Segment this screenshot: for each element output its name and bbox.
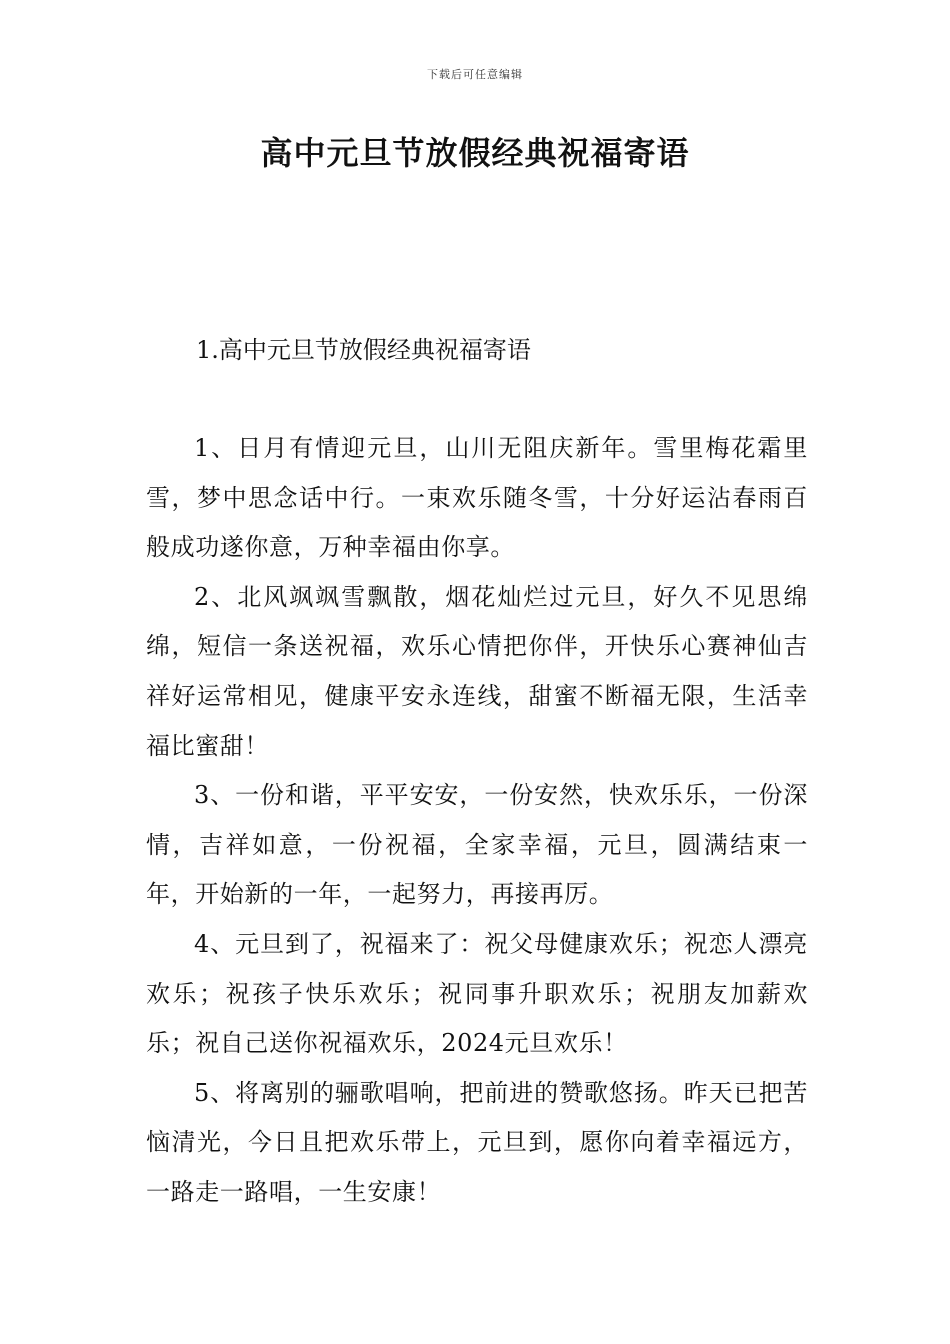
section-heading: 1.高中元旦节放假经典祝福寄语 [196, 336, 531, 364]
paragraph-3: 3、一份和谐，平平安安，一份安然，快欢乐乐，一份深情，吉祥如意，一份祝福，全家幸福，元旦，圆满结束一年，开始新的一年，一起努力，再接再厉。 [146, 781, 808, 909]
paragraph-4: 4、元旦到了，祝福来了：祝父母健康欢乐；祝恋人漂亮欢乐；祝孩子快乐欢乐；祝同事升职欢乐；祝朋友加薪欢乐；祝自己送你祝福欢乐，2024元旦欢乐！ [146, 929, 808, 1058]
body-text [146, 424, 808, 1218]
paragraph-5: 5、将离别的骊歌唱响，把前进的赞歌悠扬。昨天已把苦恼清光，今日且把欢乐带上，元旦到，愿你向着幸福远方，一路走一路唱，一生安康！ [146, 1078, 808, 1206]
paragraph-1: 1、日月有情迎元旦，山川无阻庆新年。雪里梅花霜里雪，梦中思念话中行。一束欢乐随冬雪，十分好运沾春雨百般成功遂你意，万种幸福由你享。 [146, 434, 808, 562]
document-title: 高中元旦节放假经典祝福寄语 [260, 134, 690, 172]
paragraph-2: 2、北风飒飒雪飘散，烟花灿烂过元旦，好久不见思绵绵，短信一条送祝福，欢乐心情把你伴，开快乐心赛神仙吉祥好运常相见，健康平安永连线，甜蜜不断福无限，生活幸福比蜜甜！ [146, 582, 808, 760]
header-note: 下载后可任意编辑 [427, 68, 523, 81]
